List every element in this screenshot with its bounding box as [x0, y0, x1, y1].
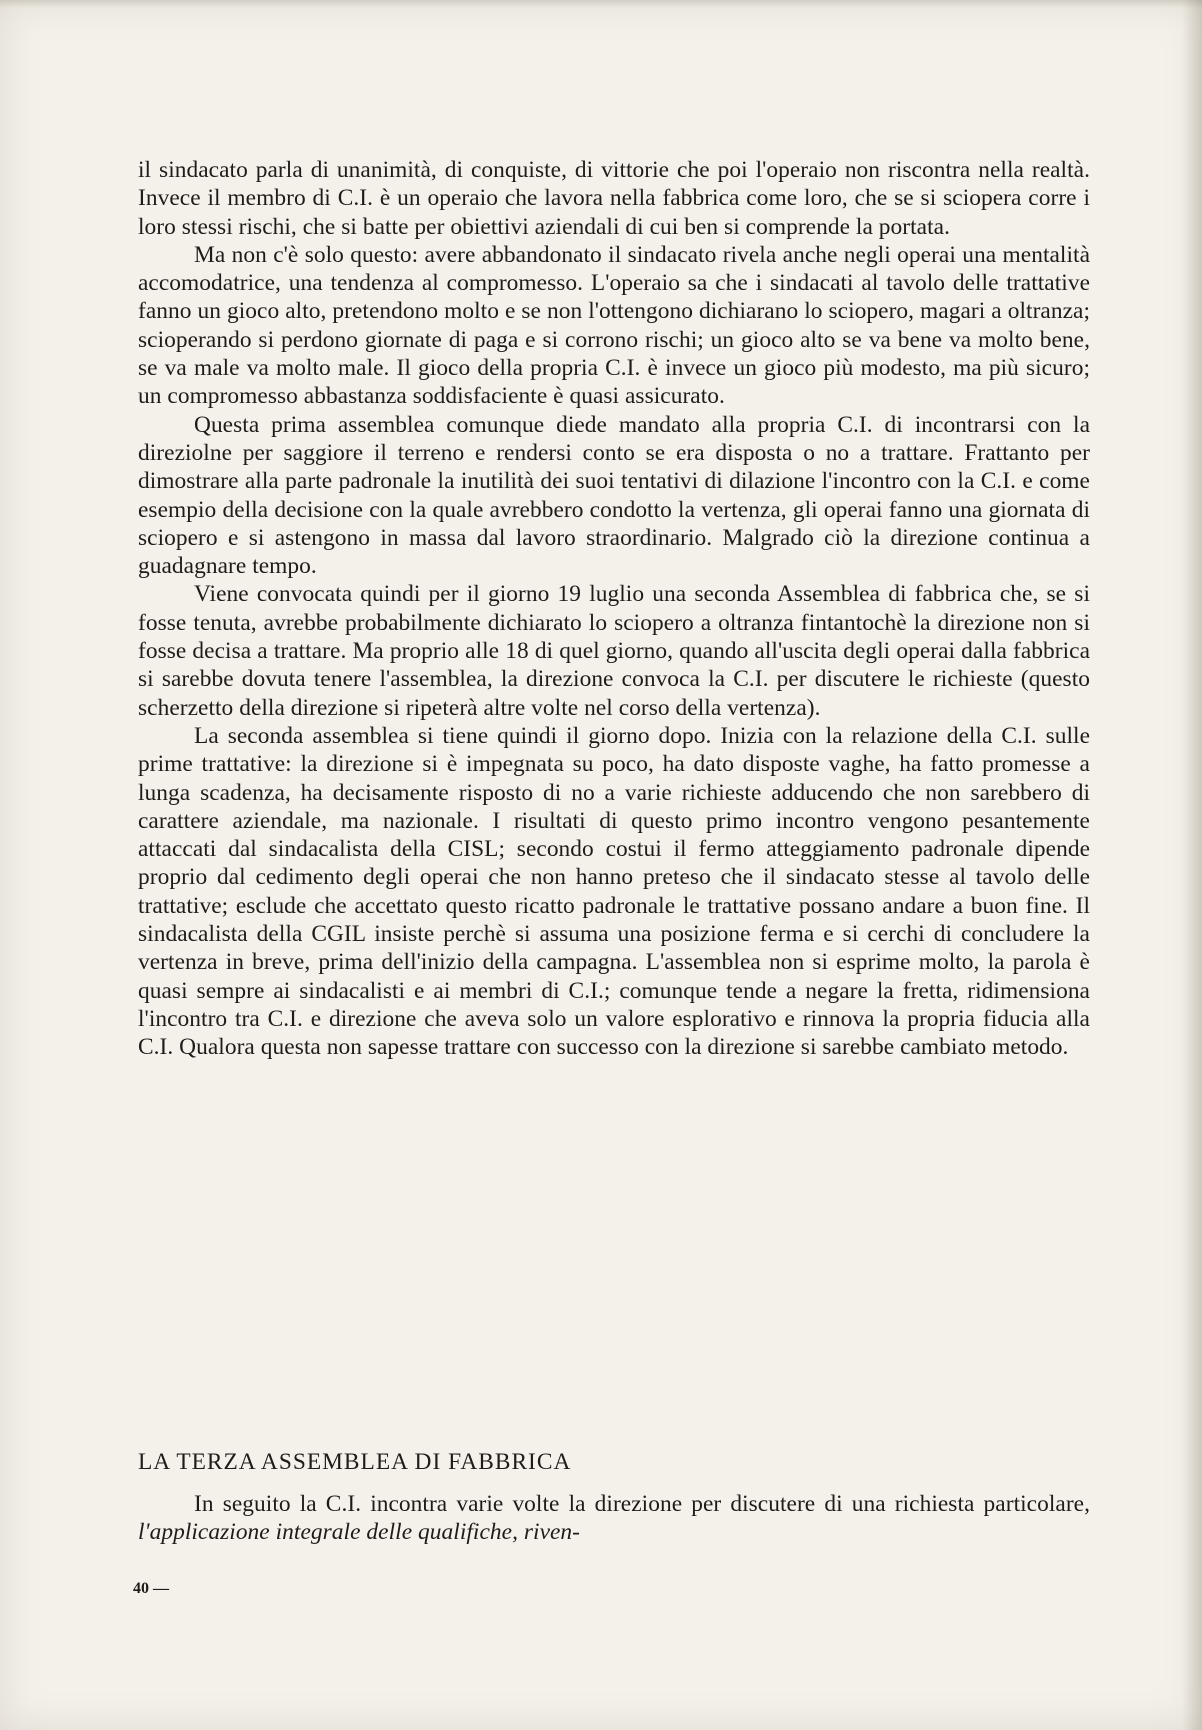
- paragraph-second-convocation: Viene convocata quindi per il giorno 19 luglio una seconda Assemblea di fabbrica che, se si fosse tenuta, avrebbe probabilmente dichiarato lo sciopero a oltranza fintantochè la direzione non si fosse decisa a trattare. Ma proprio alle 18 di quel giorno, quando all'uscita degli operai dalla fabbrica si sarebbe dovuta tenere l'assemblea, la direzione convoca la C.I. per discutere le richieste (questo scherzetto della direzione si ripeterà altre volte nel corso della vertenza).: [138, 581, 1090, 721]
- page-top-shadow: [0, 0, 1202, 8]
- section-heading: LA TERZA ASSEMBLEA DI FABBRICA: [138, 1449, 572, 1475]
- paragraph-third-assembly: [138, 1490, 1090, 1547]
- paragraph-continuation: il sindacato parla di unanimità, di conquiste, di vittorie che poi l'operaio non riscontra nella realtà. Invece il membro di C.I. è un operaio che lavora nella fabbrica come loro, che se si sciopera corre i loro stessi rischi, che si batte per obiettivi aziendali di cui ben si comprende la portata.: [138, 157, 1090, 240]
- paragraph-mentality: Ma non c'è solo questo: avere abbandonato il sindacato rivela anche negli operai una mentalità accomodatrice, una tendenza al compromesso. L'operaio sa che i sindacati al tavolo delle trattative fanno un gioco alto, pretendono molto e se non l'ottengono dichiarano lo sciopero, magari a oltranza; scioperando si perdono giornate di paga e si corrono rischi; un gioco alto se va bene va molto bene, se va male va molto male. Il gioco della propria C.I. è invece un gioco più modesto, ma più sicuro; un compromesso abbastanza soddisfaciente è quasi assicurato.: [138, 241, 1090, 410]
- page-number: 40 —: [133, 1580, 169, 1597]
- body-text: [138, 156, 1090, 1062]
- paragraph-second-assembly: La seconda assemblea si tiene quindi il giorno dopo. Inizia con la relazione della C.I. sulle prime trattative: la direzione si è impegnata su poco, ha dato disposte vaghe, ha fatto promesse a lunga scadenza, ha decisamente risposto di no a varie richieste adducendo che non sarebbero di carattere aziendale, ma nazionale. I risultati di questo primo incontro vengono pesantemente attaccati dal sindacalista della CISL; secondo costui il fermo atteggiamento padronale dipende proprio dal cedimento degli operai che non hanno preteso che il sindacato stesse al tavolo delle trattative; esclude che accettato questo ricatto padronale le trattative possano andare a buon fine. Il sindacalista della CGIL insiste perchè si assuma una posizione ferma e si cerchi di concludere la vertenza in breve, prima dell'inizio della campagna. L'assemblea non si esprime molto, la parola è quasi sempre ai sindacalisti e ai membri di C.I.; comunque tende a negare la fretta, ridimensiona l'incontro tra C.I. e direzione che aveva solo un valore esplorativo e rinnova la propria fiducia alla C.I. Qualora questa non sapesse trattare con successo con la direzione si sarebbe cambiato metodo.: [138, 722, 1090, 1061]
- paragraph-third-assembly-text: In seguito la C.I. incontra varie volte la direzione per discutere di una richiesta particolare,: [194, 1491, 1090, 1517]
- paragraph-third-assembly-italic: l'applicazione integrale delle qualifiche, riven-: [138, 1519, 581, 1546]
- page-right-shadow: [1182, 0, 1202, 1730]
- paragraph-first-assembly: Questa prima assemblea comunque diede mandato alla propria C.I. di incontrarsi con la direziolne per saggiore il terreno e rendersi conto se era disposta o no a trattare. Frattanto per dimostrare alla parte padronale la inutilità dei suoi tentativi di dilazione l'incontro con la C.I. e come esempio della decisione con la quale avrebbero condotto la vertenza, gli operai fanno una giornata di sciopero e si astengono in massa dal lavoro straordinario. Malgrado ciò la direzione continua a guadagnare tempo.: [138, 411, 1090, 580]
- section-body: [138, 1490, 1090, 1547]
